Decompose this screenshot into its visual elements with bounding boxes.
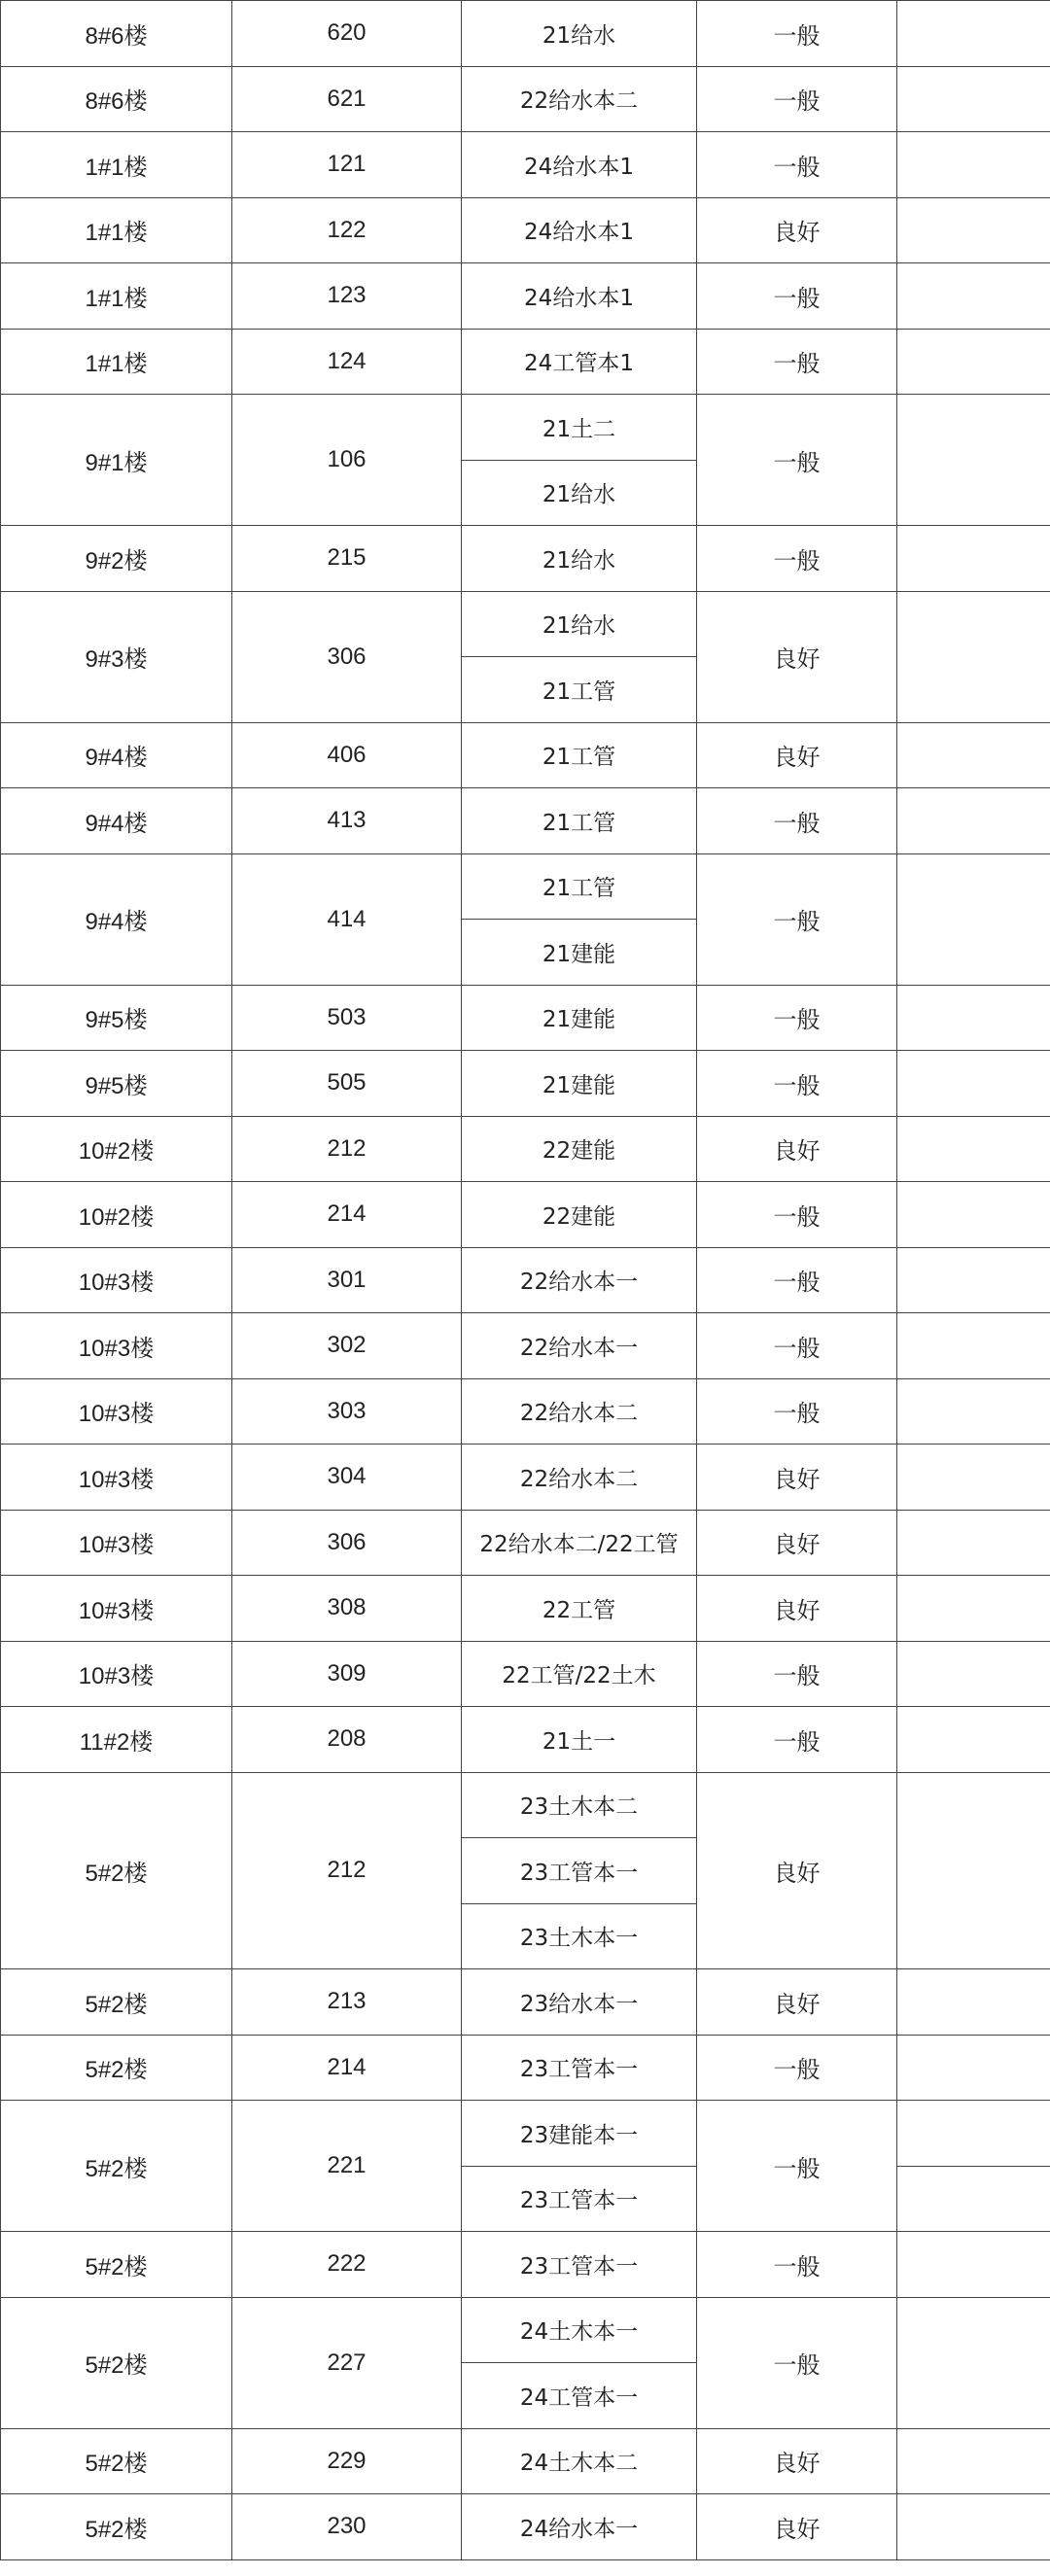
building-cell: 5#2楼 [1, 2035, 232, 2101]
building-cell: 5#2楼 [1, 2232, 232, 2298]
building-cell: 9#3楼 [1, 591, 232, 722]
table-row [1, 1313, 1050, 1379]
note-cell [897, 66, 1050, 132]
building-cell: 10#2楼 [1, 1182, 232, 1248]
room-cell: 208 [232, 1707, 462, 1773]
condition-cell: 一般 [697, 1707, 897, 1773]
condition-cell: 一般 [697, 2035, 897, 2101]
building-cell: 8#6楼 [1, 66, 232, 132]
note-cell [897, 1051, 1050, 1117]
room-cell: 302 [232, 1313, 462, 1379]
class-cell: 23给水本一 [462, 1969, 697, 2036]
room-cell: 213 [232, 1969, 462, 2036]
condition-cell: 一般 [697, 1051, 897, 1117]
room-cell: 212 [232, 1772, 462, 1969]
condition-cell: 良好 [697, 197, 897, 263]
building-cell: 10#3楼 [1, 1641, 232, 1707]
table-body [1, 1, 1050, 2560]
building-cell: 1#1楼 [1, 197, 232, 263]
condition-cell: 良好 [697, 2494, 897, 2560]
condition-cell: 一般 [697, 2101, 897, 2232]
condition-cell: 良好 [697, 1510, 897, 1576]
class-cell: 22建能 [462, 1116, 697, 1182]
note-cell [897, 1969, 1050, 2036]
class-cell: 21给水 [462, 1, 697, 67]
note-cell [897, 1772, 1050, 1969]
building-cell: 10#3楼 [1, 1247, 232, 1313]
table-row [1, 1445, 1050, 1511]
room-cell: 221 [232, 2101, 462, 2232]
note-cell [897, 263, 1050, 330]
room-cell: 124 [232, 329, 462, 395]
class-cell: 22给水本一 [462, 1313, 697, 1379]
table-row [1, 1, 1050, 67]
condition-cell: 一般 [697, 1378, 897, 1445]
table-row [1, 2428, 1050, 2494]
class-cell: 23建能本一 [462, 2101, 697, 2167]
building-cell: 5#2楼 [1, 2297, 232, 2428]
room-cell: 621 [232, 66, 462, 132]
class-cell: 21工管 [462, 722, 697, 788]
building-cell: 9#1楼 [1, 395, 232, 526]
room-cell: 413 [232, 788, 462, 854]
condition-cell: 良好 [697, 2428, 897, 2494]
class-cell: 24给水本一 [462, 2494, 697, 2560]
room-cell: 212 [232, 1116, 462, 1182]
note-cell [897, 1641, 1050, 1707]
building-cell: 10#2楼 [1, 1116, 232, 1182]
table-row [1, 66, 1050, 132]
building-cell: 10#3楼 [1, 1445, 232, 1511]
condition-cell: 一般 [697, 1247, 897, 1313]
room-cell: 309 [232, 1641, 462, 1707]
table-row [1, 1576, 1050, 1642]
building-cell: 9#5楼 [1, 985, 232, 1051]
condition-cell: 一般 [697, 132, 897, 198]
table-row [1, 722, 1050, 788]
note-cell [897, 722, 1050, 788]
note-cell [897, 1182, 1050, 1248]
room-cell: 214 [232, 1182, 462, 1248]
class-cell: 24给水本1 [462, 132, 697, 198]
note-cell [897, 395, 1050, 526]
condition-cell: 一般 [697, 1641, 897, 1707]
class-cell: 21建能 [462, 985, 697, 1051]
building-cell: 9#4楼 [1, 722, 232, 788]
room-cell: 230 [232, 2494, 462, 2560]
class-cell: 21给水 [462, 591, 697, 657]
room-cell: 106 [232, 395, 462, 526]
table-row [1, 1641, 1050, 1707]
room-cell: 406 [232, 722, 462, 788]
table-row [1, 1378, 1050, 1445]
room-cell: 304 [232, 1445, 462, 1511]
note-cell [897, 2232, 1050, 2298]
table-row [1, 2101, 1050, 2167]
condition-cell: 一般 [697, 2232, 897, 2298]
condition-cell: 良好 [697, 722, 897, 788]
building-cell: 8#6楼 [1, 1, 232, 67]
table-row [1, 1772, 1050, 1838]
class-cell: 22工管/22土木 [462, 1641, 697, 1707]
condition-cell: 良好 [697, 1772, 897, 1969]
condition-cell: 一般 [697, 985, 897, 1051]
table-row [1, 1510, 1050, 1576]
class-cell: 24土木本二 [462, 2428, 697, 2494]
note-cell [897, 329, 1050, 395]
table-row [1, 1247, 1050, 1313]
class-cell: 23工管本一 [462, 1838, 697, 1904]
class-cell: 21建能 [462, 920, 697, 986]
note-cell [897, 2166, 1050, 2232]
class-cell: 22给水本二 [462, 1445, 697, 1511]
note-cell [897, 2297, 1050, 2428]
class-cell: 21工管 [462, 657, 697, 723]
condition-cell: 一般 [697, 1313, 897, 1379]
table-row [1, 1116, 1050, 1182]
class-cell: 21给水 [462, 460, 697, 526]
note-cell [897, 2428, 1050, 2494]
building-cell: 11#2楼 [1, 1707, 232, 1773]
building-cell: 9#5楼 [1, 1051, 232, 1117]
table-row [1, 2232, 1050, 2298]
condition-cell: 良好 [697, 1445, 897, 1511]
building-cell: 9#4楼 [1, 788, 232, 854]
table-row [1, 526, 1050, 592]
building-cell: 9#4楼 [1, 853, 232, 985]
condition-cell: 一般 [697, 1, 897, 67]
room-cell: 303 [232, 1378, 462, 1445]
table-row [1, 263, 1050, 330]
building-cell: 10#3楼 [1, 1378, 232, 1445]
note-cell [897, 132, 1050, 198]
room-cell: 214 [232, 2035, 462, 2101]
table-row [1, 591, 1050, 657]
room-cell: 215 [232, 526, 462, 592]
condition-cell: 一般 [697, 66, 897, 132]
table-row [1, 853, 1050, 920]
class-cell: 23工管本一 [462, 2035, 697, 2101]
room-cell: 306 [232, 1510, 462, 1576]
class-cell: 22工管 [462, 1576, 697, 1642]
building-cell: 10#3楼 [1, 1510, 232, 1576]
class-cell: 21建能 [462, 1051, 697, 1117]
class-cell: 22给水本二 [462, 1378, 697, 1445]
building-cell: 5#2楼 [1, 1969, 232, 2036]
building-cell: 1#1楼 [1, 263, 232, 330]
building-cell: 9#2楼 [1, 526, 232, 592]
table-row [1, 985, 1050, 1051]
note-cell [897, 197, 1050, 263]
condition-cell: 一般 [697, 853, 897, 985]
class-cell: 24土木本一 [462, 2297, 697, 2363]
class-cell: 21工管 [462, 788, 697, 854]
table-row [1, 395, 1050, 461]
room-cell: 503 [232, 985, 462, 1051]
class-cell: 22给水本一 [462, 1247, 697, 1313]
building-cell: 5#2楼 [1, 2428, 232, 2494]
table-row [1, 1707, 1050, 1773]
note-cell [897, 1510, 1050, 1576]
building-cell: 10#3楼 [1, 1576, 232, 1642]
note-cell [897, 526, 1050, 592]
note-cell [897, 1313, 1050, 1379]
note-cell [897, 853, 1050, 985]
condition-cell: 一般 [697, 526, 897, 592]
class-cell: 22给水本二 [462, 66, 697, 132]
class-cell: 22给水本二/22工管 [462, 1510, 697, 1576]
room-cell: 222 [232, 2232, 462, 2298]
class-cell: 23工管本一 [462, 2232, 697, 2298]
room-cell: 620 [232, 1, 462, 67]
class-cell: 23土木本一 [462, 1903, 697, 1969]
room-cell: 301 [232, 1247, 462, 1313]
table-row [1, 1969, 1050, 2036]
building-cell: 1#1楼 [1, 132, 232, 198]
note-cell [897, 2101, 1050, 2167]
condition-cell: 一般 [697, 1182, 897, 1248]
building-cell: 5#2楼 [1, 2494, 232, 2560]
condition-cell: 良好 [697, 1969, 897, 2036]
note-cell [897, 2494, 1050, 2560]
class-cell: 23工管本一 [462, 2166, 697, 2232]
table-row [1, 1051, 1050, 1117]
note-cell [897, 788, 1050, 854]
table-row [1, 197, 1050, 263]
class-cell: 21工管 [462, 853, 697, 920]
condition-cell: 良好 [697, 591, 897, 722]
note-cell [897, 2035, 1050, 2101]
building-cell: 1#1楼 [1, 329, 232, 395]
building-cell: 10#3楼 [1, 1313, 232, 1379]
note-cell [897, 1, 1050, 67]
class-cell: 23土木本二 [462, 1772, 697, 1838]
condition-cell: 一般 [697, 2297, 897, 2428]
room-cell: 505 [232, 1051, 462, 1117]
class-cell: 21土一 [462, 1707, 697, 1773]
building-cell: 5#2楼 [1, 2101, 232, 2232]
room-cell: 414 [232, 853, 462, 985]
table-row [1, 2494, 1050, 2560]
table-row [1, 1182, 1050, 1248]
table-row [1, 2297, 1050, 2363]
room-cell: 229 [232, 2428, 462, 2494]
condition-cell: 良好 [697, 1116, 897, 1182]
note-cell [897, 1707, 1050, 1773]
condition-cell: 一般 [697, 788, 897, 854]
note-cell [897, 1378, 1050, 1445]
class-cell: 22建能 [462, 1182, 697, 1248]
room-cell: 123 [232, 263, 462, 330]
condition-cell: 一般 [697, 263, 897, 330]
condition-cell: 一般 [697, 395, 897, 526]
room-cell: 121 [232, 132, 462, 198]
note-cell [897, 1116, 1050, 1182]
class-cell: 24工管本一 [462, 2363, 697, 2429]
class-cell: 21土二 [462, 395, 697, 461]
condition-cell: 一般 [697, 329, 897, 395]
room-cell: 306 [232, 591, 462, 722]
room-cell: 227 [232, 2297, 462, 2428]
table-row [1, 132, 1050, 198]
building-cell: 5#2楼 [1, 1772, 232, 1969]
note-cell [897, 1445, 1050, 1511]
note-cell [897, 591, 1050, 722]
table-row [1, 788, 1050, 854]
note-cell [897, 1576, 1050, 1642]
class-cell: 24工管本1 [462, 329, 697, 395]
condition-cell: 良好 [697, 1576, 897, 1642]
room-cell: 122 [232, 197, 462, 263]
class-cell: 21给水 [462, 526, 697, 592]
table-row [1, 2035, 1050, 2101]
table-row [1, 329, 1050, 395]
room-cell: 308 [232, 1576, 462, 1642]
class-cell: 24给水本1 [462, 263, 697, 330]
class-cell: 24给水本1 [462, 197, 697, 263]
note-cell [897, 985, 1050, 1051]
note-cell [897, 1247, 1050, 1313]
